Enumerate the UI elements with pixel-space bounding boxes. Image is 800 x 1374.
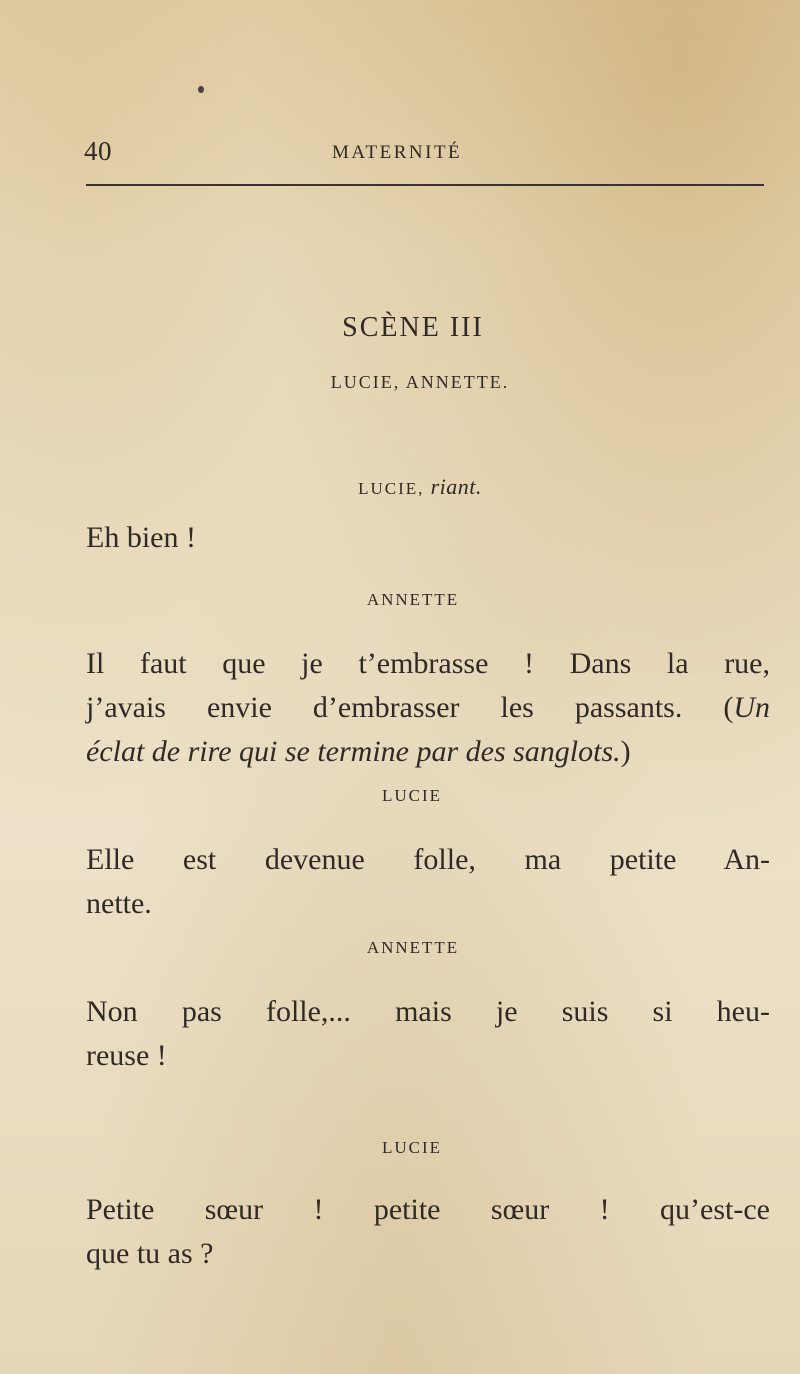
dialogue-line — [86, 730, 770, 774]
stage-direction: Un — [733, 691, 770, 724]
scene-characters: LUCIE, ANNETTE. — [330, 372, 510, 392]
dialogue-text — [86, 838, 770, 926]
speaker-name: ANNETTE — [366, 938, 460, 957]
dialogue-line: nette. — [86, 887, 152, 920]
dialogue-fragment: ) — [620, 735, 631, 768]
scene-title: SCÈNE III — [342, 312, 484, 343]
speaker-name: LUCIE — [381, 1138, 443, 1157]
dialogue-line: Eh bien ! — [86, 521, 196, 554]
header-rule — [86, 184, 764, 186]
dialogue-line: Non pas folle,... mais je suis si heu- — [86, 995, 770, 1028]
stage-direction: éclat de rire qui se termine par des sanglots. — [86, 735, 621, 768]
page-header — [84, 136, 764, 176]
speaker-name — [0, 474, 800, 500]
dialogue-line: reuse ! — [86, 1039, 167, 1072]
dialogue-text — [86, 642, 770, 774]
speaker-label: LUCIE, — [358, 479, 425, 498]
dialogue-line: Elle est devenue folle, ma petite An- — [86, 843, 770, 876]
dialogue-text — [86, 516, 770, 560]
stage-direction: riant. — [430, 474, 482, 499]
dialogue-text — [86, 1188, 770, 1276]
running-title: MATERNITÉ — [332, 142, 463, 163]
dialogue-line: Petite sœur ! petite sœur ! qu’est-ce — [86, 1193, 770, 1226]
dialogue-line — [86, 686, 770, 730]
dialogue-line: que tu as ? — [86, 1237, 214, 1270]
dialogue-line: Il faut que je t’embrasse ! Dans la rue, — [86, 647, 770, 680]
speaker-name: LUCIE — [381, 786, 443, 805]
speaker-name: ANNETTE — [366, 590, 460, 609]
ink-speck — [198, 86, 204, 93]
page-number: 40 — [84, 136, 112, 166]
dialogue-fragment: j’avais envie d’embrasser les passants. ( — [86, 691, 734, 724]
dialogue-text — [86, 990, 770, 1078]
